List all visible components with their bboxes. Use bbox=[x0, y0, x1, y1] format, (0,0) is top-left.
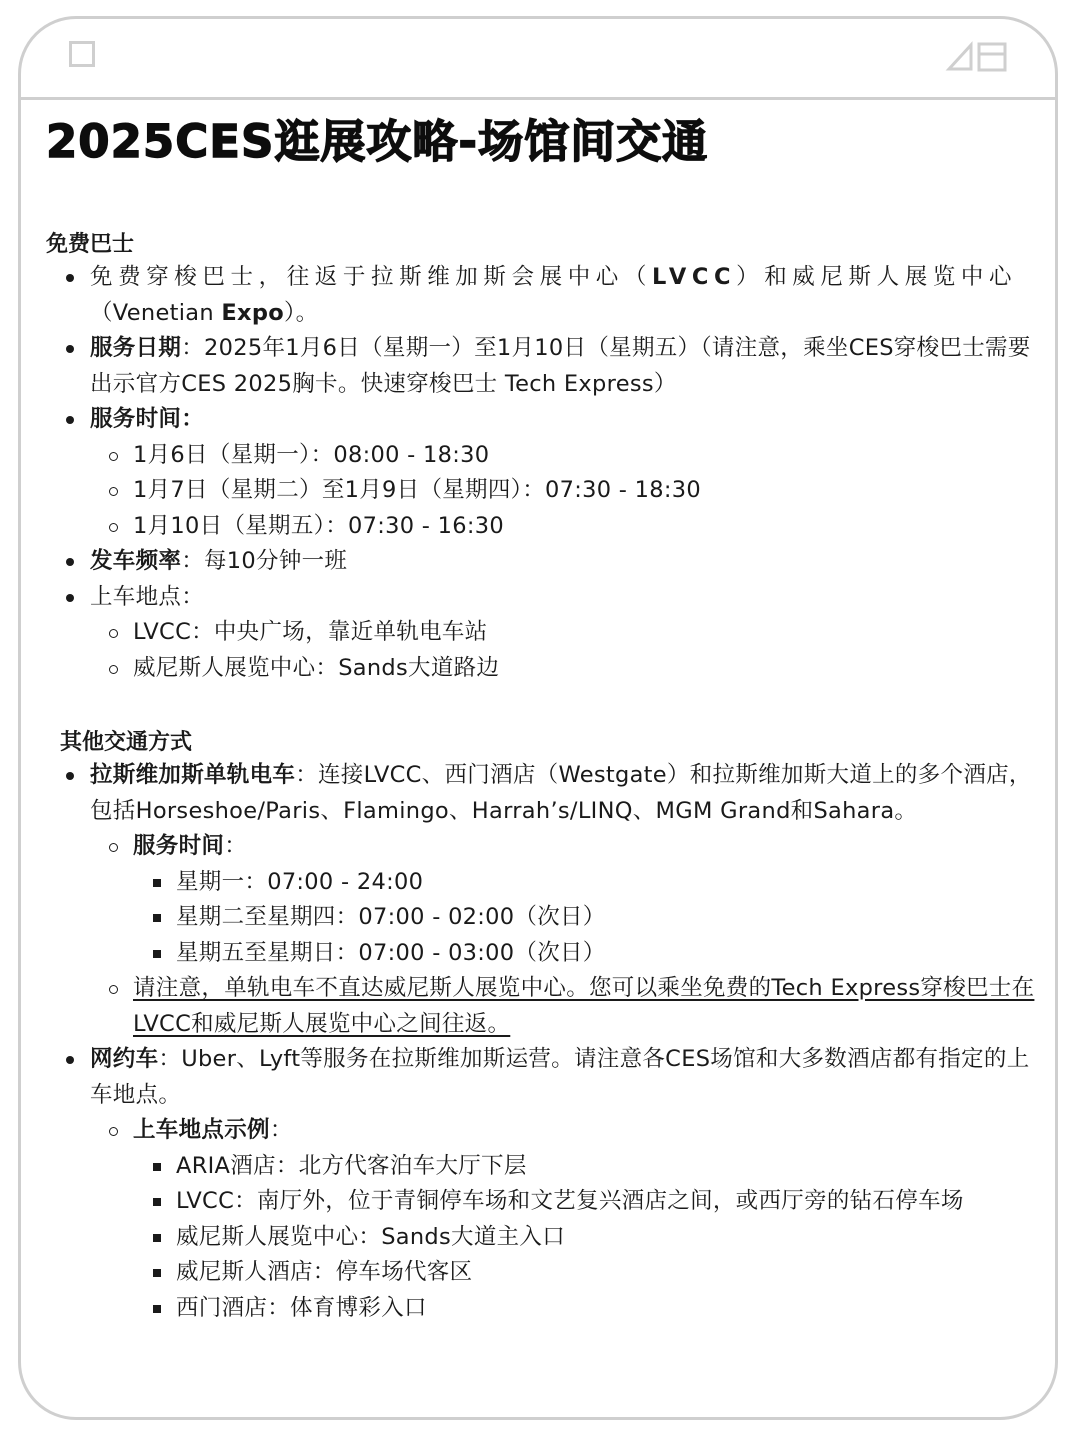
rideshare-sublist bbox=[46, 1113, 1036, 1326]
list-item-service-hours: 服务时间： bbox=[46, 402, 1036, 438]
document-content bbox=[46, 110, 1036, 1326]
list-item: LVCC：南厅外，位于青铜停车场和文艺复兴酒店之间，或西厅旁的钻石停车场 bbox=[133, 1184, 1036, 1220]
service-hours-sublist bbox=[46, 438, 1036, 545]
list-item: 威尼斯人酒店：停车场代客区 bbox=[133, 1255, 1036, 1291]
list-item-service-dates: 服务日期：2025年1月6日（星期一）至1月10日（星期五）（请注意，乘坐CES穿梭巴士需要出示官方CES 2025胸卡。快速穿梭巴士 Tech Express） bbox=[46, 331, 1036, 402]
monorail-sublist bbox=[46, 829, 1036, 1042]
window-controls-icon bbox=[945, 39, 1009, 73]
list-item: 1月7日（星期二）至1月9日（星期四）：07:30 - 18:30 bbox=[90, 473, 1036, 509]
free-bus-list bbox=[46, 260, 1036, 686]
list-item: 星期一：07:00 - 24:00 bbox=[133, 865, 1036, 901]
other-transport-list bbox=[46, 758, 1036, 1326]
list-item-rideshare: 网约车：Uber、Lyft等服务在拉斯维加斯运营。请注意各CES场馆和大多数酒店都有指定的上车地点。 bbox=[46, 1042, 1036, 1113]
window-title-bar bbox=[21, 97, 1055, 100]
list-item-monorail-note: 请注意，单轨电车不直达威尼斯人展览中心。您可以乘坐免费的Tech Express穿梭巴士在LVCC和威尼斯人展览中心之间往返。 bbox=[90, 971, 1036, 1042]
page-title: 2025CES逛展攻略-场馆间交通 bbox=[46, 115, 709, 168]
list-item: 1月6日（星期一）：08:00 - 18:30 bbox=[90, 438, 1036, 474]
window-square-icon bbox=[69, 41, 95, 67]
monorail-hours-sublist bbox=[90, 865, 1036, 972]
list-item: 星期二至星期四：07:00 - 02:00（次日） bbox=[133, 900, 1036, 936]
pickup-examples-sublist bbox=[90, 1149, 1036, 1327]
list-item-monorail-hours: 服务时间： bbox=[90, 829, 1036, 865]
list-item-frequency: 发车频率：每10分钟一班 bbox=[46, 544, 1036, 580]
list-item: ARIA酒店：北方代客泊车大厅下层 bbox=[133, 1149, 1036, 1185]
section-heading-free-bus: 免费巴士 bbox=[46, 232, 135, 257]
list-item: 1月10日（星期五）：07:30 - 16:30 bbox=[90, 509, 1036, 545]
section-heading-other-transport: 其他交通方式 bbox=[60, 730, 193, 755]
list-item: 西门酒店：体育博彩入口 bbox=[133, 1291, 1036, 1327]
list-item: 威尼斯人展览中心：Sands大道主入口 bbox=[133, 1220, 1036, 1256]
list-item-intro: 免费穿梭巴士，往返于拉斯维加斯会展中心（LVCC）和威尼斯人展览中心 （Venetian Expo）。 bbox=[46, 260, 1036, 331]
pickup-sublist bbox=[46, 615, 1036, 686]
list-item: 星期五至星期日：07:00 - 03:00（次日） bbox=[133, 936, 1036, 972]
list-item-pickup: 上车地点： bbox=[46, 580, 1036, 616]
list-item-pickup-examples: 上车地点示例： bbox=[90, 1113, 1036, 1149]
list-item: 威尼斯人展览中心：Sands大道路边 bbox=[90, 651, 1036, 687]
list-item: LVCC：中央广场，靠近单轨电车站 bbox=[90, 615, 1036, 651]
list-item-monorail: 拉斯维加斯单轨电车：连接LVCC、西门酒店（Westgate）和拉斯维加斯大道上的多个酒店，包括Horseshoe/Paris、Flamingo、Harrah’s/LINQ、MGM Grand和Sahara。 bbox=[46, 758, 1036, 829]
